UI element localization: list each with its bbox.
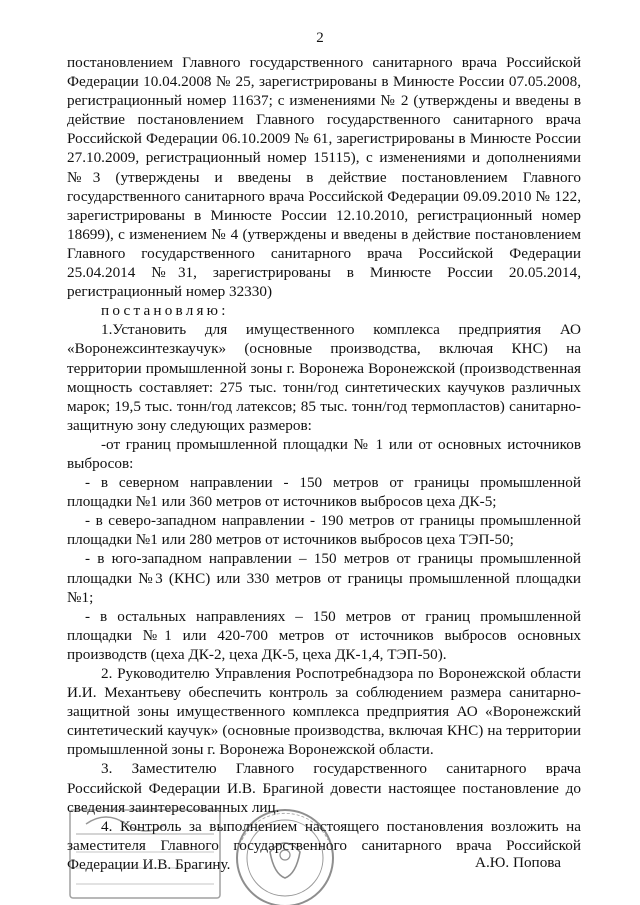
decree-word: постановляю: [101,302,229,320]
item-1-paragraph: 1.Установить для имущественного комплекса предприятия АО «Воронежсинтезкаучук» (основные производства, включая КНС) на территории промышленной зоны г. Воронежа Воронежской (производственная мощность составляет: 275 тыс. тонн/год синтетических каучуков различных марок; 19,5 тыс. тонн/год латексов; 85 тыс. тонн/год термопластов) санитарно-защитную зону следующих размеров: [67,321,581,434]
item-1-northwest: - в северо-западном направлении - 190 метров от границы промышленной площадки №1 или 280 метров от источников выбросов цеха ТЭП-50; [67,512,581,549]
item-3-paragraph: 3. Заместителю Главного государственного санитарного врача Российской Федерации И.В. Брагиной довести настоящее постановление до сведения заинтересованных лиц. [67,760,581,816]
item-1-other: - в остальных направлениях – 150 метров от границ промышленной площадки №1 или 420-700 метров от источников выбросов основных производств (цеха ДК-2, цеха ДК-5, цеха ДК-1,4, ТЭП-50). [67,607,581,663]
page-number: 2 [316,30,324,46]
signatory-name: А.Ю. Попова [475,854,561,871]
item-4-paragraph: 4. Контроль за выполнением настоящего постановления возложить на заместителя Главного государственного санитарного врача Российской Федерации И.В. Брагину. [67,817,581,873]
item-1-lead: -от границ промышленной площадки № 1 или от основных источников выбросов: [67,435,581,472]
intro-paragraph: постановлением Главного государственного санитарного врача Российской Федерации 10.04.2008 № 25, зарегистрированы в Минюсте России 07.05.2008, регистрационный номер 11637; с изменениями № 2 (утверждены и введены в действие постановлением Главного государственного санитарного врача Российской Федерации 06.10.2009 № 61, зарегистрированы в Минюсте России 27.10.2009, регистрационный номер 15115), с изменениями и дополнениями №3 (утверждены и введены в действие постановлением Главного государственного санитарного врача Российской Федерации 09.09.2010 № 122, зарегистрированы в Минюсте России 12.10.2010, регистрационный номер 18699), с изменением № 4 (утверждены и введены в действие постановлением Главного государственного санитарного врача Российской Федерации 25.04.2014 №31, зарегистрированы в Минюсте России 20.05.2014, регистрационный номер 32330) [67,54,581,301]
item-1-north: - в северном направлении - 150 метров от границы промышленной площадки №1 или 360 метров от источников выбросов цеха ДК-5; [67,474,581,511]
document-body [67,53,581,874]
item-2-paragraph: 2. Руководителю Управления Роспотребнадзора по Воронежской области И.И. Механтьеву обеспечить контроль за соблюдением размера санитарно-защитной зоны имущественного комплекса предприятия АО «Воронежский синтетический каучук» (основные производства, включая КНС) на территории промышленной зоны г. Воронежа Воронежской области. [67,665,581,759]
item-1-southwest: - в юго-западном направлении – 150 метров от границы промышленной площадки №3 (КНС) или 330 метров от границы промышленной площадки №1; [67,550,581,606]
